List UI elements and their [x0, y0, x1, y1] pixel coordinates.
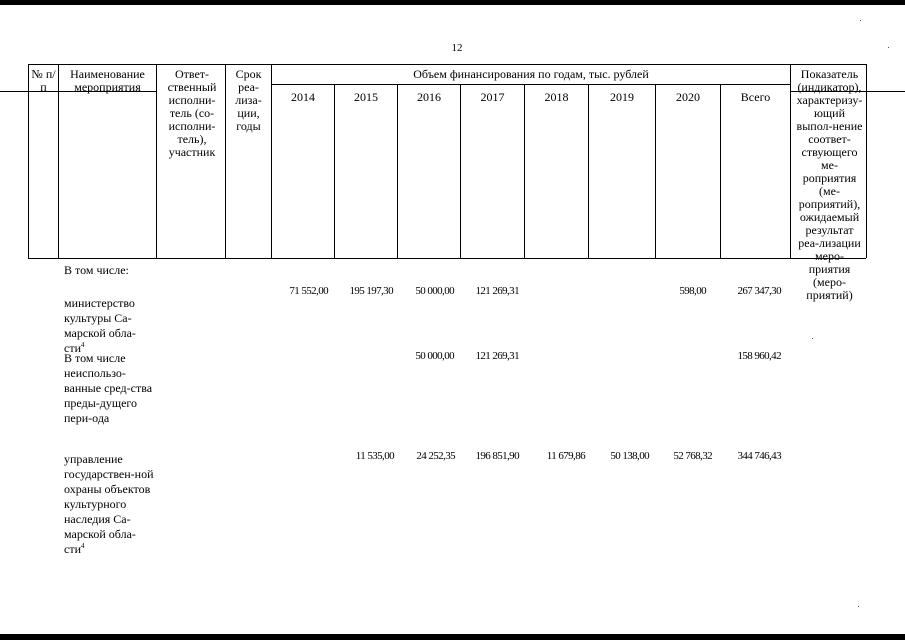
table-cell: 24 252,35 — [416, 450, 455, 462]
header-responsible: Ответ-ственный исполни-тель (со-исполни-тель), участник — [167, 67, 217, 159]
table-cell: 50 138,00 — [610, 450, 649, 462]
table-cell: 11 679,86 — [546, 450, 585, 462]
header-name: Наименование мероприятия — [70, 67, 145, 94]
scan-speck — [812, 338, 813, 339]
footnote-mark: 4 — [81, 542, 85, 550]
col-line — [58, 64, 59, 258]
col-line — [28, 64, 29, 258]
col-line — [866, 64, 867, 258]
col-line — [524, 85, 525, 258]
col-line — [156, 64, 157, 258]
table-cell: 50 000,00 — [415, 285, 454, 297]
header-term: Срок реа-лиза-ции, годы — [235, 67, 262, 133]
col-line — [460, 85, 461, 258]
col-line — [397, 85, 398, 258]
top-scan-border — [0, 0, 905, 5]
col-line — [720, 85, 721, 258]
header-indicator: Показатель (индикатор), характеризу-ющий выпол-нение соответ-ствующего ме-роприятия (ме-роприятий), ожидаемый результат реа-лизации меро-приятия (меро-приятий) — [796, 67, 863, 302]
footnote-mark: 4 — [81, 341, 85, 349]
table-cell: 121 269,31 — [475, 350, 519, 362]
table-cell: 71 552,00 — [289, 285, 328, 297]
year-header: 2017 — [480, 90, 505, 104]
scan-speck — [858, 606, 859, 607]
table-cell: 195 197,30 — [349, 285, 393, 297]
col-line — [588, 85, 589, 258]
col-line — [655, 85, 656, 258]
row-name: управление государствен-ной охраны объектов культурного наследия Са-марской обла-сти$^4$ — [64, 452, 154, 556]
year-header: 2015 — [354, 90, 378, 104]
year-header: 2018 — [544, 90, 569, 104]
section-label: В том числе: — [64, 263, 129, 277]
table-cell: 50 000,00 — [415, 350, 454, 362]
table-cell: 52 768,32 — [673, 450, 712, 462]
col-line — [790, 64, 791, 258]
table-cell: 598,00 — [679, 285, 706, 297]
year-header: Всего — [740, 90, 771, 104]
scan-speck — [888, 47, 889, 48]
col-line — [334, 85, 335, 258]
table-cell: 11 535,00 — [355, 450, 394, 462]
table-cell: 196 851,90 — [475, 450, 519, 462]
years-rule — [271, 84, 790, 85]
page-number: 12 — [451, 42, 463, 54]
table-top-rule — [28, 64, 866, 65]
header-bottom-rule — [28, 258, 866, 259]
table-cell: 158 960,42 — [737, 350, 781, 362]
row-name: министерство культуры Са-марской обла-сти$^4$ — [64, 296, 136, 355]
col-line — [225, 64, 226, 258]
header-num: № п/п — [31, 67, 56, 94]
year-header: 2019 — [610, 90, 634, 104]
table-cell: 121 269,31 — [475, 285, 519, 297]
table-cell: 267 347,30 — [737, 285, 781, 297]
scan-speck — [860, 20, 861, 21]
year-header: 2016 — [417, 90, 441, 104]
table-cell: 344 746,43 — [737, 450, 781, 462]
header-financing: Объем финансирования по годам, тыс. рублей — [413, 67, 649, 81]
bottom-scan-border — [0, 634, 905, 640]
year-header: 2020 — [676, 90, 700, 104]
row-name: В том числе неиспользо-ванные сред-ства преды-дущего пери-ода — [64, 351, 153, 425]
year-header: 2014 — [291, 90, 315, 104]
